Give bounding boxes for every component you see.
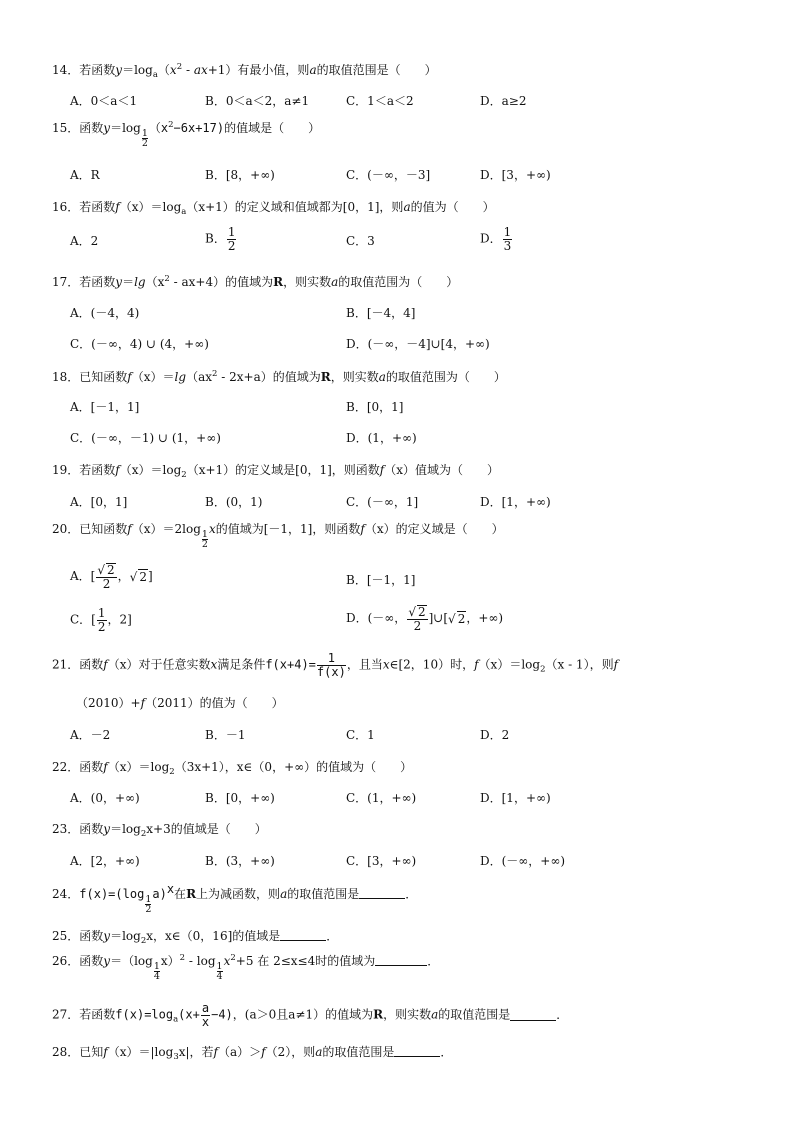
- question-17: 17．若函数$y=\lg(x^2 - ax+4)$的值域为R，则实数a的取值范围为（ ）: [52, 274, 459, 289]
- question-number: 23．: [52, 822, 80, 836]
- option-c[interactable]: C．3: [346, 234, 375, 248]
- option-a[interactable]: A．[ $\frac{√ 2}{2}$ ，√ 2]: [70, 563, 153, 591]
- question-number: 26．: [52, 954, 80, 968]
- question-number: 21．: [52, 657, 80, 672]
- option-d[interactable]: D． $\frac{1}{3}$: [480, 225, 512, 253]
- option-c[interactable]: C．(－∞，－1) ∪ (1，+∞): [70, 431, 221, 445]
- question-18: 18．已知函数$f(x)=\lg(ax^2 - 2x+a)$的值域为R，则实数a的取值范围为（ ）: [52, 369, 506, 384]
- option-c[interactable]: C．(1，+∞): [346, 791, 417, 805]
- option-c[interactable]: C．(－∞，1]: [346, 495, 419, 509]
- question-number: 17．: [52, 275, 80, 289]
- option-d[interactable]: D．(－∞， $\frac{√ 2}{2}$ ]∪[√ 2，+∞): [346, 605, 504, 633]
- question-16: 16．若函数$f(x)=\log_a(x+1)$的定义域和值域都为[0，1]，则a的值为（ ）: [52, 200, 495, 217]
- option-c[interactable]: C．(－∞，－3]: [346, 168, 431, 182]
- option-b[interactable]: B．0＜a＜2，a≠1: [205, 94, 310, 108]
- question-27: 27．若函数$f(x)=\log_a(x+$ $\frac{a}{x}$ −4)，(a＞0且a≠1）的值域为R，则实数a的取值范围是 ．: [52, 1001, 569, 1029]
- log-base-fraction: $\frac{1}{2}$: [141, 127, 148, 149]
- option-b[interactable]: B．[0，1]: [346, 400, 404, 414]
- question-24: 24．f(x)=(log $\frac{1}{2}$ a)x在R上为减函数，则a的取值范围是 ．: [52, 882, 418, 915]
- option-b[interactable]: B．[0，+∞): [205, 791, 275, 805]
- question-number: 27．: [52, 1007, 80, 1022]
- fraction: $\frac{√ 2}{2}$: [97, 563, 115, 591]
- option-a[interactable]: A．[2，+∞): [70, 854, 140, 868]
- question-number: 22．: [52, 760, 80, 774]
- answer-blank[interactable]: [280, 929, 326, 941]
- question-25: 25．函数$y=\log_2x$，x∈（0，16]的值域是 ．: [52, 929, 339, 946]
- question-number: 16．: [52, 200, 80, 214]
- option-d[interactable]: D．(－∞，－4]∪[4，+∞): [346, 337, 490, 351]
- question-number: 15．: [52, 121, 80, 135]
- answer-blank[interactable]: [375, 954, 427, 966]
- question-28: 28．已知$f(x)=|\log_3x|$，若f（a）＞f（2），则a的取值范围是 ．: [52, 1045, 453, 1062]
- option-a[interactable]: A．[－1，1]: [70, 400, 140, 414]
- question-number: 25．: [52, 929, 80, 943]
- option-a[interactable]: A．R: [70, 168, 100, 182]
- option-b[interactable]: B．(3，+∞): [205, 854, 275, 868]
- fraction: $\frac{1}{2}$: [97, 606, 106, 634]
- option-a[interactable]: A．2: [70, 234, 99, 248]
- fraction: $\frac{1}{2}$: [227, 225, 236, 253]
- option-c[interactable]: C．1: [346, 728, 375, 742]
- fraction: $\frac{1}{f(x)}$: [316, 651, 346, 679]
- question-19: 19．若函数$f(x)=\log_2(x+1)$的定义域是[0，1]，则函数f（x）值域为（ ）: [52, 463, 500, 480]
- option-a[interactable]: A．(0，+∞): [70, 791, 140, 805]
- question-22: 22．函数$f(x)=\log_2(3x+1)$，x∈（0，+∞）的值域为（ ）: [52, 760, 413, 777]
- question-15: 15．函数y＝log $\frac{1}{2}$ $(x^2-6x+17)$的值域是（ ）: [52, 120, 321, 149]
- question-number: 14．: [52, 63, 80, 77]
- log-base-fraction: $\frac{1}{2}$: [201, 528, 208, 550]
- sqrt-expression: √ 2: [129, 569, 147, 584]
- option-d[interactable]: D．[3，+∞): [480, 168, 551, 182]
- question-number: 20．: [52, 522, 80, 536]
- option-a[interactable]: A．(－4，4): [70, 306, 140, 320]
- log-base-fraction: $\frac{1}{2}$: [145, 893, 152, 915]
- question-23: 23．函数$y=\log_2x+3$的值域是（ ）: [52, 822, 267, 839]
- question-14: 14．若函数$y=\log_a(x^2 - ax+1)$有最小值，则a的取值范围是（ ）: [52, 62, 437, 80]
- option-d[interactable]: D．(－∞，+∞): [480, 854, 566, 868]
- option-d[interactable]: D．[1，+∞): [480, 791, 551, 805]
- option-c[interactable]: C．[ $\frac{1}{2}$ ，2]: [70, 606, 132, 634]
- option-a[interactable]: A．0＜a＜1: [70, 94, 138, 108]
- question-26: 26．函数y＝（log $\frac{1}{4}$ x）$^2$ - log $\frac{1}{4}$ $x^2+5$ 在 2≤x≤4时的值域为 ．: [52, 953, 440, 982]
- option-a[interactable]: A．[0，1]: [70, 495, 128, 509]
- answer-blank[interactable]: [394, 1045, 440, 1057]
- question-21-continued: （2010）+f（2011）的值为（ ）: [76, 696, 284, 710]
- option-b[interactable]: B．[－1，1]: [346, 573, 416, 587]
- question-number: 28．: [52, 1045, 80, 1059]
- answer-blank[interactable]: [510, 1009, 556, 1021]
- fraction: $\frac{1}{3}$: [503, 225, 512, 253]
- option-c[interactable]: C．(－∞，4) ∪ (4，+∞): [70, 337, 209, 351]
- log-base-fraction: $\frac{1}{4}$: [153, 960, 160, 982]
- option-c[interactable]: C．[3，+∞): [346, 854, 417, 868]
- option-b[interactable]: B．[－4，4]: [346, 306, 416, 320]
- question-number: 24．: [52, 887, 80, 901]
- fraction: $\frac{a}{x}$: [201, 1001, 210, 1029]
- question-number: 18．: [52, 370, 80, 384]
- option-b[interactable]: B． $\frac{1}{2}$: [205, 225, 236, 253]
- option-b[interactable]: B．[8，+∞): [205, 168, 275, 182]
- option-b[interactable]: B．－1: [205, 728, 246, 742]
- option-d[interactable]: D．[1，+∞): [480, 495, 551, 509]
- option-d[interactable]: D．a≥2: [480, 94, 527, 108]
- question-20: 20．已知函数f（x）＝2log $\frac{1}{2}$ x的值域为[－1，1]，则函数f（x）的定义域是（ ）: [52, 522, 504, 550]
- option-b[interactable]: B．(0，1): [205, 495, 263, 509]
- option-a[interactable]: A．－2: [70, 728, 111, 742]
- sqrt-expression: √ 2: [448, 611, 466, 626]
- option-d[interactable]: D．2: [480, 728, 510, 742]
- question-number: 19．: [52, 463, 80, 477]
- option-d[interactable]: D．(1，+∞): [346, 431, 417, 445]
- answer-blank[interactable]: [359, 887, 405, 899]
- option-c[interactable]: C．1＜a＜2: [346, 94, 414, 108]
- log-base-fraction: $\frac{1}{4}$: [216, 960, 223, 982]
- fraction: $\frac{√ 2}{2}$: [408, 605, 426, 633]
- question-21: 21．函数f（x）对于任意实数x满足条件f(x+4)= $\frac{1}{f(x)}$ ，且当x∈[2，10）时，$f(x)=\log_2(x - 1)$，则f: [52, 651, 619, 679]
